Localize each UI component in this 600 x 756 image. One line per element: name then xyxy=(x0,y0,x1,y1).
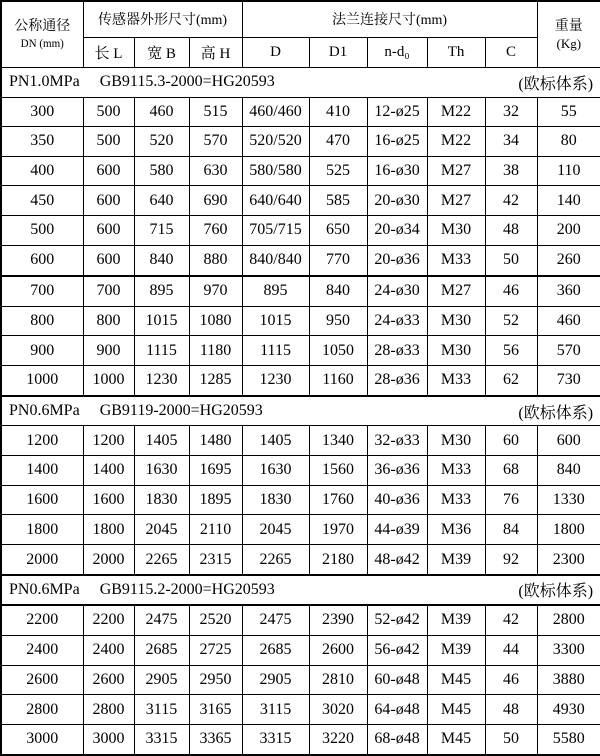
section-header-row xyxy=(1,67,600,97)
section-header-row xyxy=(1,575,600,605)
cell-n-d0: 36-ø36 xyxy=(367,456,427,486)
spec-row-dn-1600 xyxy=(1,485,600,515)
cell-dn: 1200 xyxy=(1,426,83,456)
cell-th: M30 xyxy=(427,426,485,456)
cell-n-d0: 24-ø30 xyxy=(367,276,427,306)
cell-width-b: 2045 xyxy=(134,515,189,545)
cell-length-l: 1000 xyxy=(83,365,134,395)
cell-weight: 2800 xyxy=(537,605,600,635)
cell-weight: 110 xyxy=(537,156,600,186)
cell-dn: 300 xyxy=(1,97,83,127)
cell-d: 2905 xyxy=(242,665,309,695)
standard-code-label: GB9115.2-2000=HG20593 xyxy=(99,580,275,598)
cell-th: M22 xyxy=(427,127,485,157)
cell-height-h: 2110 xyxy=(189,515,242,545)
cell-weight: 1800 xyxy=(537,515,600,545)
cell-d: 640/640 xyxy=(242,186,309,216)
cell-d1: 1050 xyxy=(309,336,367,366)
cell-d1: 2600 xyxy=(309,635,367,665)
cell-d1: 2810 xyxy=(309,665,367,695)
cell-weight: 570 xyxy=(537,336,600,366)
cell-width-b: 715 xyxy=(134,216,189,246)
cell-width-b: 2685 xyxy=(134,635,189,665)
cell-weight: 80 xyxy=(537,127,600,157)
cell-d1: 2180 xyxy=(309,545,367,575)
cell-c: 92 xyxy=(485,545,537,575)
cell-height-h: 2950 xyxy=(189,665,242,695)
cell-length-l: 2000 xyxy=(83,545,134,575)
cell-width-b: 520 xyxy=(134,127,189,157)
cell-length-l: 1400 xyxy=(83,456,134,486)
cell-weight: 460 xyxy=(537,306,600,336)
column-header-th: Th xyxy=(427,37,485,67)
cell-n-d0: 40-ø36 xyxy=(367,485,427,515)
cell-length-l: 3000 xyxy=(83,724,134,755)
cell-length-l: 600 xyxy=(83,216,134,246)
cell-d1: 3220 xyxy=(309,724,367,755)
spec-row-dn-700 xyxy=(1,276,600,306)
cell-th: M30 xyxy=(427,216,485,246)
cell-dn: 400 xyxy=(1,156,83,186)
cell-n-d0: 52-ø42 xyxy=(367,605,427,635)
cell-d: 1405 xyxy=(242,426,309,456)
cell-width-b: 580 xyxy=(134,156,189,186)
cell-c: 46 xyxy=(485,665,537,695)
cell-height-h: 1080 xyxy=(189,306,242,336)
cell-length-l: 2800 xyxy=(83,695,134,725)
cell-d1: 3020 xyxy=(309,695,367,725)
cell-c: 62 xyxy=(485,365,537,395)
cell-dn: 3000 xyxy=(1,724,83,755)
spec-row-dn-900 xyxy=(1,336,600,366)
cell-c: 34 xyxy=(485,127,537,157)
dn-title: 公称通径 xyxy=(14,19,71,35)
cell-d1: 2390 xyxy=(309,605,367,635)
cell-length-l: 500 xyxy=(83,127,134,157)
cell-n-d0: 48-ø42 xyxy=(367,545,427,575)
cell-c: 46 xyxy=(485,276,537,306)
cell-d1: 1560 xyxy=(309,456,367,486)
cell-height-h: 1285 xyxy=(189,365,242,395)
cell-n-d0: 20-ø34 xyxy=(367,216,427,246)
cell-n-d0: 16-ø25 xyxy=(367,127,427,157)
cell-c: 48 xyxy=(485,695,537,725)
cell-dn: 450 xyxy=(1,186,83,216)
column-header-height: 高 H xyxy=(189,37,242,67)
cell-d: 2475 xyxy=(242,605,309,635)
standard-system-label: (欧标体系) xyxy=(518,75,594,93)
cell-length-l: 500 xyxy=(83,97,134,127)
cell-c: 44 xyxy=(485,635,537,665)
spec-row-dn-3000 xyxy=(1,724,600,755)
standard-code-label: GB9119-2000=HG20593 xyxy=(99,402,263,420)
cell-weight: 4930 xyxy=(537,695,600,725)
cell-d1: 1760 xyxy=(309,485,367,515)
cell-height-h: 2725 xyxy=(189,635,242,665)
column-header-length: 长 L xyxy=(83,37,134,67)
cell-d1: 1160 xyxy=(309,365,367,395)
spec-row-dn-1400 xyxy=(1,456,600,486)
column-header-nd0: n-d₀ xyxy=(367,37,427,67)
cell-th: M36 xyxy=(427,515,485,545)
spec-row-dn-300 xyxy=(1,97,600,127)
cell-dn: 2800 xyxy=(1,695,83,725)
cell-dn: 2600 xyxy=(1,665,83,695)
cell-height-h: 970 xyxy=(189,276,242,306)
cell-n-d0: 24-ø33 xyxy=(367,306,427,336)
cell-height-h: 880 xyxy=(189,245,242,275)
cell-d: 1630 xyxy=(242,456,309,486)
pressure-rating-label: PN0.6MPa xyxy=(9,580,80,598)
cell-c: 32 xyxy=(485,97,537,127)
cell-d: 2045 xyxy=(242,515,309,545)
cell-width-b: 460 xyxy=(134,97,189,127)
cell-height-h: 1695 xyxy=(189,456,242,486)
cell-d: 1115 xyxy=(242,336,309,366)
spec-row-dn-450 xyxy=(1,186,600,216)
cell-th: M33 xyxy=(427,365,485,395)
cell-length-l: 1200 xyxy=(83,426,134,456)
cell-n-d0: 12-ø25 xyxy=(367,97,427,127)
cell-weight: 730 xyxy=(537,365,600,395)
cell-width-b: 1405 xyxy=(134,426,189,456)
cell-dn: 2200 xyxy=(1,605,83,635)
header-row-subcolumns xyxy=(1,37,600,67)
cell-d: 895 xyxy=(242,276,309,306)
cell-weight: 200 xyxy=(537,216,600,246)
cell-c: 56 xyxy=(485,336,537,366)
column-header-d: D xyxy=(242,37,309,67)
spec-row-dn-1200 xyxy=(1,426,600,456)
cell-n-d0: 60-ø48 xyxy=(367,665,427,695)
standard-system-label: (欧标体系) xyxy=(518,583,594,601)
cell-d: 1015 xyxy=(242,306,309,336)
cell-d: 580/580 xyxy=(242,156,309,186)
cell-weight: 3880 xyxy=(537,665,600,695)
cell-d: 840/840 xyxy=(242,245,309,275)
cell-th: M27 xyxy=(427,186,485,216)
cell-th: M39 xyxy=(427,545,485,575)
cell-c: 76 xyxy=(485,485,537,515)
column-group-sensor-dimensions: 传感器外形尺寸(mm) xyxy=(83,1,242,37)
table-body xyxy=(1,67,600,755)
cell-length-l: 1600 xyxy=(83,485,134,515)
cell-d: 520/520 xyxy=(242,127,309,157)
cell-c: 68 xyxy=(485,456,537,486)
column-group-flange-dimensions: 法兰连接尺寸(mm) xyxy=(242,1,537,37)
cell-d1: 525 xyxy=(309,156,367,186)
cell-d1: 585 xyxy=(309,186,367,216)
cell-width-b: 2905 xyxy=(134,665,189,695)
cell-weight: 260 xyxy=(537,245,600,275)
spec-row-dn-800 xyxy=(1,306,600,336)
cell-dn: 500 xyxy=(1,216,83,246)
cell-height-h: 570 xyxy=(189,127,242,157)
cell-height-h: 2520 xyxy=(189,605,242,635)
cell-th: M39 xyxy=(427,605,485,635)
cell-weight: 2300 xyxy=(537,545,600,575)
cell-dn: 1800 xyxy=(1,515,83,545)
cell-n-d0: 44-ø39 xyxy=(367,515,427,545)
cell-n-d0: 28-ø33 xyxy=(367,336,427,366)
cell-n-d0: 32-ø33 xyxy=(367,426,427,456)
spec-row-dn-600 xyxy=(1,245,600,275)
spec-row-dn-2800 xyxy=(1,695,600,725)
spec-row-dn-350 xyxy=(1,127,600,157)
cell-width-b: 3115 xyxy=(134,695,189,725)
cell-c: 42 xyxy=(485,605,537,635)
cell-th: M30 xyxy=(427,336,485,366)
cell-weight: 140 xyxy=(537,186,600,216)
cell-length-l: 600 xyxy=(83,186,134,216)
cell-th: M30 xyxy=(427,306,485,336)
cell-height-h: 3365 xyxy=(189,724,242,755)
cell-height-h: 2315 xyxy=(189,545,242,575)
spec-row-dn-2600 xyxy=(1,665,600,695)
spec-row-dn-500 xyxy=(1,216,600,246)
cell-width-b: 1630 xyxy=(134,456,189,486)
cell-length-l: 2200 xyxy=(83,605,134,635)
cell-width-b: 1015 xyxy=(134,306,189,336)
cell-d: 3115 xyxy=(242,695,309,725)
cell-width-b: 2475 xyxy=(134,605,189,635)
cell-length-l: 600 xyxy=(83,156,134,186)
cell-d: 1230 xyxy=(242,365,309,395)
cell-th: M45 xyxy=(427,665,485,695)
cell-height-h: 1480 xyxy=(189,426,242,456)
pressure-rating-label: PN0.6MPa xyxy=(9,402,80,420)
column-header-c: C xyxy=(485,37,537,67)
cell-d: 2685 xyxy=(242,635,309,665)
cell-n-d0: 20-ø30 xyxy=(367,186,427,216)
standard-code-label: GB9115.3-2000=HG20593 xyxy=(99,73,275,90)
cell-dn: 1600 xyxy=(1,485,83,515)
spec-row-dn-2200 xyxy=(1,605,600,635)
cell-length-l: 1800 xyxy=(83,515,134,545)
cell-th: M27 xyxy=(427,156,485,186)
cell-weight: 840 xyxy=(537,456,600,486)
cell-width-b: 1115 xyxy=(134,336,189,366)
cell-d1: 650 xyxy=(309,216,367,246)
cell-dn: 800 xyxy=(1,306,83,336)
cell-d1: 470 xyxy=(309,127,367,157)
cell-n-d0: 64-ø48 xyxy=(367,695,427,725)
cell-d1: 1970 xyxy=(309,515,367,545)
cell-th: M39 xyxy=(427,635,485,665)
cell-height-h: 515 xyxy=(189,97,242,127)
cell-length-l: 600 xyxy=(83,245,134,275)
dn-unit: DN (mm) xyxy=(20,36,64,51)
cell-d: 460/460 xyxy=(242,97,309,127)
cell-width-b: 895 xyxy=(134,276,189,306)
cell-weight: 1330 xyxy=(537,485,600,515)
pressure-rating-label: PN1.0MPa xyxy=(9,73,80,90)
cell-c: 50 xyxy=(485,245,537,275)
cell-weight: 360 xyxy=(537,276,600,306)
cell-dn: 700 xyxy=(1,276,83,306)
cell-width-b: 1830 xyxy=(134,485,189,515)
cell-d: 705/715 xyxy=(242,216,309,246)
cell-th: M45 xyxy=(427,695,485,725)
cell-height-h: 1180 xyxy=(189,336,242,366)
cell-dn: 1000 xyxy=(1,365,83,395)
cell-th: M33 xyxy=(427,456,485,486)
header-row-groups xyxy=(1,1,600,37)
cell-c: 50 xyxy=(485,724,537,755)
spec-row-dn-400 xyxy=(1,156,600,186)
cell-height-h: 630 xyxy=(189,156,242,186)
table-header xyxy=(1,1,600,67)
cell-width-b: 1230 xyxy=(134,365,189,395)
cell-dn: 2000 xyxy=(1,545,83,575)
cell-th: M45 xyxy=(427,724,485,755)
cell-c: 84 xyxy=(485,515,537,545)
cell-dn: 600 xyxy=(1,245,83,275)
cell-c: 42 xyxy=(485,186,537,216)
spec-row-dn-1000 xyxy=(1,365,600,395)
cell-n-d0: 56-ø42 xyxy=(367,635,427,665)
cell-width-b: 2265 xyxy=(134,545,189,575)
cell-width-b: 3315 xyxy=(134,724,189,755)
cell-height-h: 1895 xyxy=(189,485,242,515)
cell-d1: 840 xyxy=(309,276,367,306)
cell-length-l: 800 xyxy=(83,306,134,336)
cell-d1: 770 xyxy=(309,245,367,275)
cell-c: 38 xyxy=(485,156,537,186)
cell-length-l: 700 xyxy=(83,276,134,306)
cell-n-d0: 68-ø48 xyxy=(367,724,427,755)
cell-dn: 2400 xyxy=(1,635,83,665)
weight-unit: (Kg) xyxy=(556,35,582,51)
cell-width-b: 640 xyxy=(134,186,189,216)
spec-row-dn-2000 xyxy=(1,545,600,575)
cell-th: M33 xyxy=(427,245,485,275)
cell-c: 48 xyxy=(485,216,537,246)
cell-d: 2265 xyxy=(242,545,309,575)
cell-d: 3315 xyxy=(242,724,309,755)
cell-weight: 3300 xyxy=(537,635,600,665)
cell-c: 60 xyxy=(485,426,537,456)
column-header-width: 宽 B xyxy=(134,37,189,67)
cell-weight: 600 xyxy=(537,426,600,456)
cell-d1: 950 xyxy=(309,306,367,336)
cell-weight: 5580 xyxy=(537,724,600,755)
cell-dn: 350 xyxy=(1,127,83,157)
column-header-weight xyxy=(537,1,600,67)
cell-n-d0: 16-ø30 xyxy=(367,156,427,186)
cell-height-h: 690 xyxy=(189,186,242,216)
column-header-dn xyxy=(1,1,83,67)
cell-n-d0: 28-ø36 xyxy=(367,365,427,395)
column-header-d1: D1 xyxy=(309,37,367,67)
cell-c: 52 xyxy=(485,306,537,336)
cell-height-h: 760 xyxy=(189,216,242,246)
cell-d1: 1340 xyxy=(309,426,367,456)
cell-length-l: 2400 xyxy=(83,635,134,665)
spec-row-dn-2400 xyxy=(1,635,600,665)
cell-length-l: 900 xyxy=(83,336,134,366)
cell-width-b: 840 xyxy=(134,245,189,275)
cell-n-d0: 20-ø36 xyxy=(367,245,427,275)
cell-th: M27 xyxy=(427,276,485,306)
cell-height-h: 3165 xyxy=(189,695,242,725)
cell-d: 1830 xyxy=(242,485,309,515)
weight-title: 重量 xyxy=(554,18,583,34)
cell-th: M33 xyxy=(427,485,485,515)
cell-d1: 410 xyxy=(309,97,367,127)
cell-length-l: 2600 xyxy=(83,665,134,695)
spec-row-dn-1800 xyxy=(1,515,600,545)
standard-system-label: (欧标体系) xyxy=(518,404,594,422)
cell-weight: 55 xyxy=(537,97,600,127)
cell-dn: 1400 xyxy=(1,456,83,486)
cell-dn: 900 xyxy=(1,336,83,366)
cell-th: M22 xyxy=(427,97,485,127)
section-header-row xyxy=(1,396,600,426)
